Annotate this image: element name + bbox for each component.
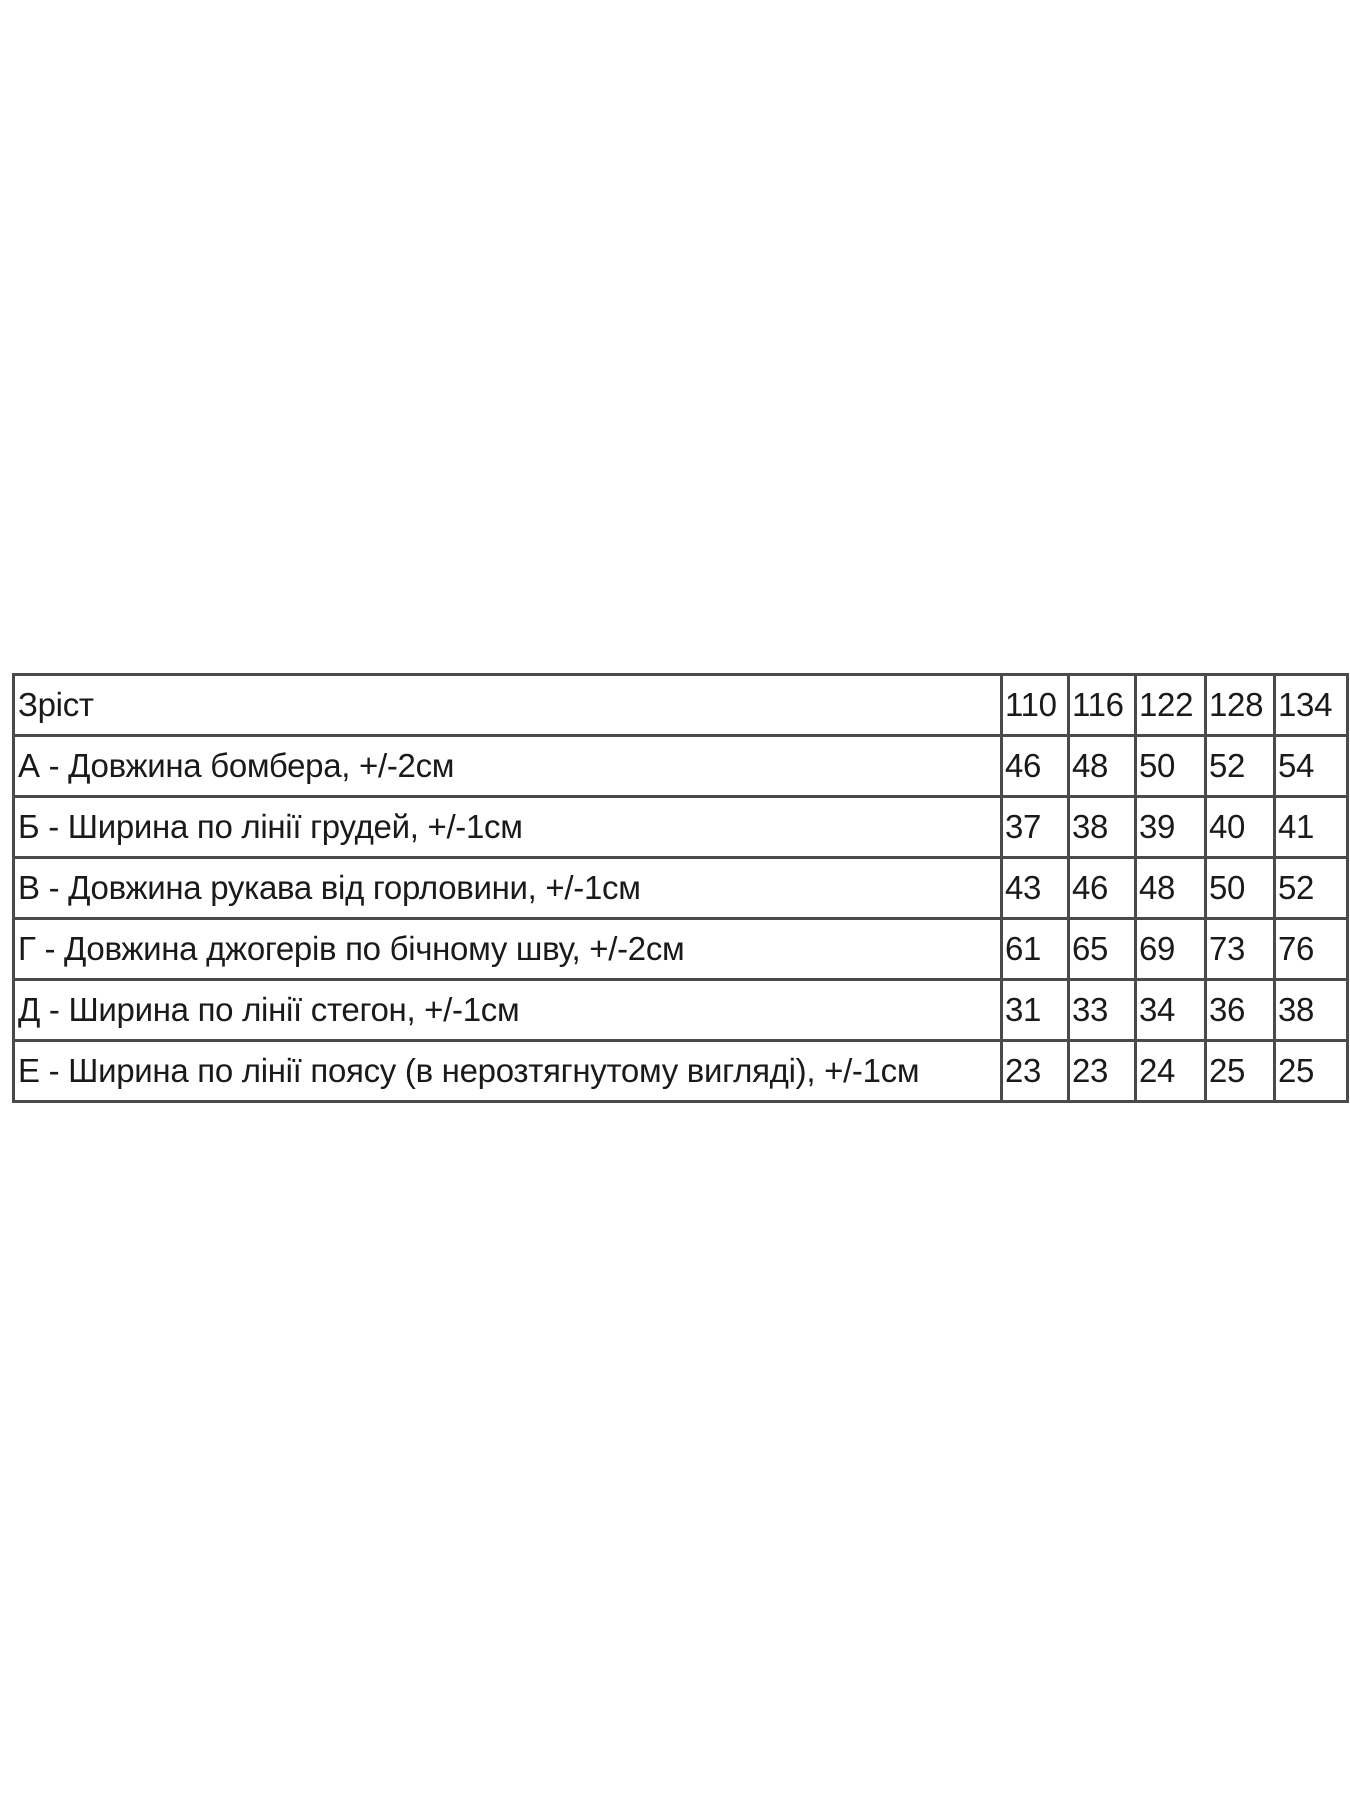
- row-label: Б - Ширина по лінії грудей, +/-1см: [14, 797, 1002, 858]
- table-cell: 48: [1069, 736, 1136, 797]
- table-cell: 52: [1206, 736, 1275, 797]
- size-128-header: 128: [1206, 675, 1275, 736]
- row-label: Е - Ширина по лінії поясу (в нерозтягнутому вигляді), +/-1см: [14, 1041, 1002, 1102]
- table-cell: 37: [1002, 797, 1069, 858]
- size-122-header: 122: [1136, 675, 1206, 736]
- table-cell: 23: [1069, 1041, 1136, 1102]
- table-cell: 69: [1136, 919, 1206, 980]
- table-cell: 43: [1002, 858, 1069, 919]
- size-chart-table: [12, 673, 1349, 1103]
- table-cell: 33: [1069, 980, 1136, 1041]
- table-row: [14, 980, 1348, 1041]
- table-cell: 73: [1206, 919, 1275, 980]
- table-cell: 36: [1206, 980, 1275, 1041]
- table-cell: 50: [1136, 736, 1206, 797]
- table-cell: 50: [1206, 858, 1275, 919]
- table-cell: 41: [1275, 797, 1348, 858]
- table-row: [14, 858, 1348, 919]
- table-cell: 40: [1206, 797, 1275, 858]
- table-cell: 34: [1136, 980, 1206, 1041]
- table-cell: 46: [1002, 736, 1069, 797]
- table-cell: 46: [1069, 858, 1136, 919]
- table-cell: 52: [1275, 858, 1348, 919]
- row-label: Д - Ширина по лінії стегон, +/-1см: [14, 980, 1002, 1041]
- table-cell: 76: [1275, 919, 1348, 980]
- table-cell: 61: [1002, 919, 1069, 980]
- size-134-header: 134: [1275, 675, 1348, 736]
- row-label: А - Довжина бомбера, +/-2см: [14, 736, 1002, 797]
- table-cell: 48: [1136, 858, 1206, 919]
- table-cell: 25: [1275, 1041, 1348, 1102]
- table-cell: 65: [1069, 919, 1136, 980]
- table-cell: 38: [1275, 980, 1348, 1041]
- table-cell: 31: [1002, 980, 1069, 1041]
- header-label: Зріст: [14, 675, 1002, 736]
- table-row: [14, 797, 1348, 858]
- table-cell: 38: [1069, 797, 1136, 858]
- size-116-header: 116: [1069, 675, 1136, 736]
- table-cell: 23: [1002, 1041, 1069, 1102]
- table-row: [14, 1041, 1348, 1102]
- row-label: Г - Довжина джогерів по бічному шву, +/-2см: [14, 919, 1002, 980]
- row-label: В - Довжина рукава від горловини, +/-1см: [14, 858, 1002, 919]
- header-row: [14, 675, 1348, 736]
- table-cell: 54: [1275, 736, 1348, 797]
- table-cell: 39: [1136, 797, 1206, 858]
- size-110-header: 110: [1002, 675, 1069, 736]
- table-row: [14, 919, 1348, 980]
- table-row: [14, 736, 1348, 797]
- table-cell: 25: [1206, 1041, 1275, 1102]
- table-cell: 24: [1136, 1041, 1206, 1102]
